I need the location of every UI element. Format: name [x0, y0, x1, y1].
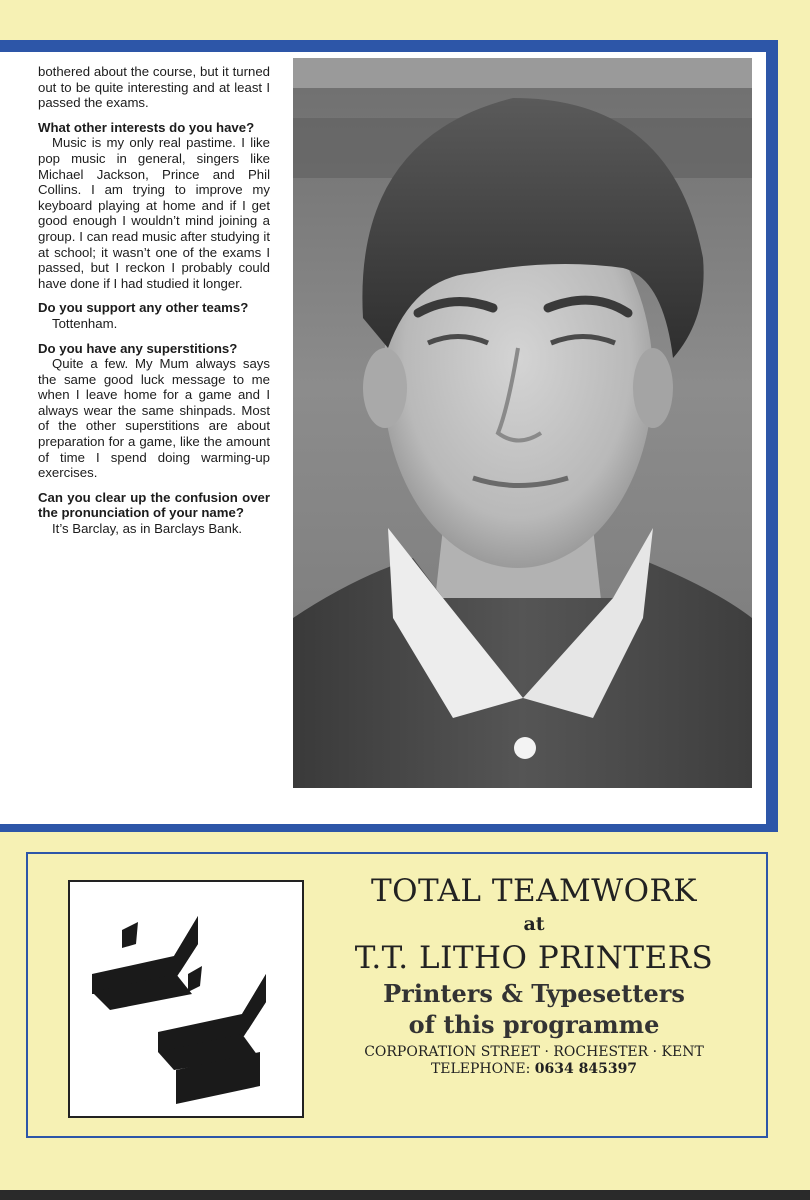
tt-litho-logo: [68, 880, 304, 1118]
article-panel-inner: [0, 52, 766, 824]
telephone-label: TELEPHONE:: [430, 1061, 531, 1077]
advert-company-name: T.T. LITHO PRINTERS: [354, 940, 714, 976]
answer-name: It’s Barclay, as in Barclays Bank.: [52, 521, 243, 537]
interview-text: [38, 64, 270, 537]
question-superstitions: Do you have any superstitions?: [38, 340, 238, 356]
article-panel: [0, 40, 778, 832]
intro-paragraph: bothered about the course, but it turned out to be quite interesting and at least I passed the exams.: [38, 64, 270, 111]
question-interests: What other interests do you have?: [38, 119, 255, 135]
advert-text: [314, 872, 754, 1078]
answer-superstitions: Quite a few. My Mum always says the same good luck message to me when I leave home for a game and I always wear the same shinpads. Most of the other superstitions are about preparation for a game, like the amount of time I spend doing warming-up exercises.: [38, 356, 270, 481]
advert-at: at: [523, 913, 545, 935]
question-other-teams: Do you support any other teams?: [38, 300, 249, 316]
player-portrait-photo: [293, 58, 752, 788]
advert-programme: of this programme: [408, 1010, 660, 1039]
advert-telephone: [314, 1061, 754, 1078]
advert-services: Printers & Typesetters: [383, 979, 685, 1008]
answer-interests: Music is my only real pastime. I like pop music in general, singers like Michael Jackson, Prince and Phil Collins. I am trying to improve my keyboard playing at home and if I get good enough I wouldn’t mind joining a group. I can read music after studying it at school; it wasn’t one of the exams I passed, but I reckon I probably could have done if I had studied it longer.: [38, 135, 270, 291]
advert-headline: TOTAL TEAMWORK: [370, 873, 698, 909]
telephone-number: 0634 845397: [534, 1061, 638, 1077]
answer-other-teams: Tottenham.: [52, 315, 118, 331]
advert-address: CORPORATION STREET · ROCHESTER · KENT: [364, 1044, 704, 1060]
printer-advert: [26, 852, 768, 1138]
bottom-edge: [0, 1190, 810, 1200]
question-name: Can you clear up the confusion over the pronunciation of your name?: [38, 489, 270, 521]
